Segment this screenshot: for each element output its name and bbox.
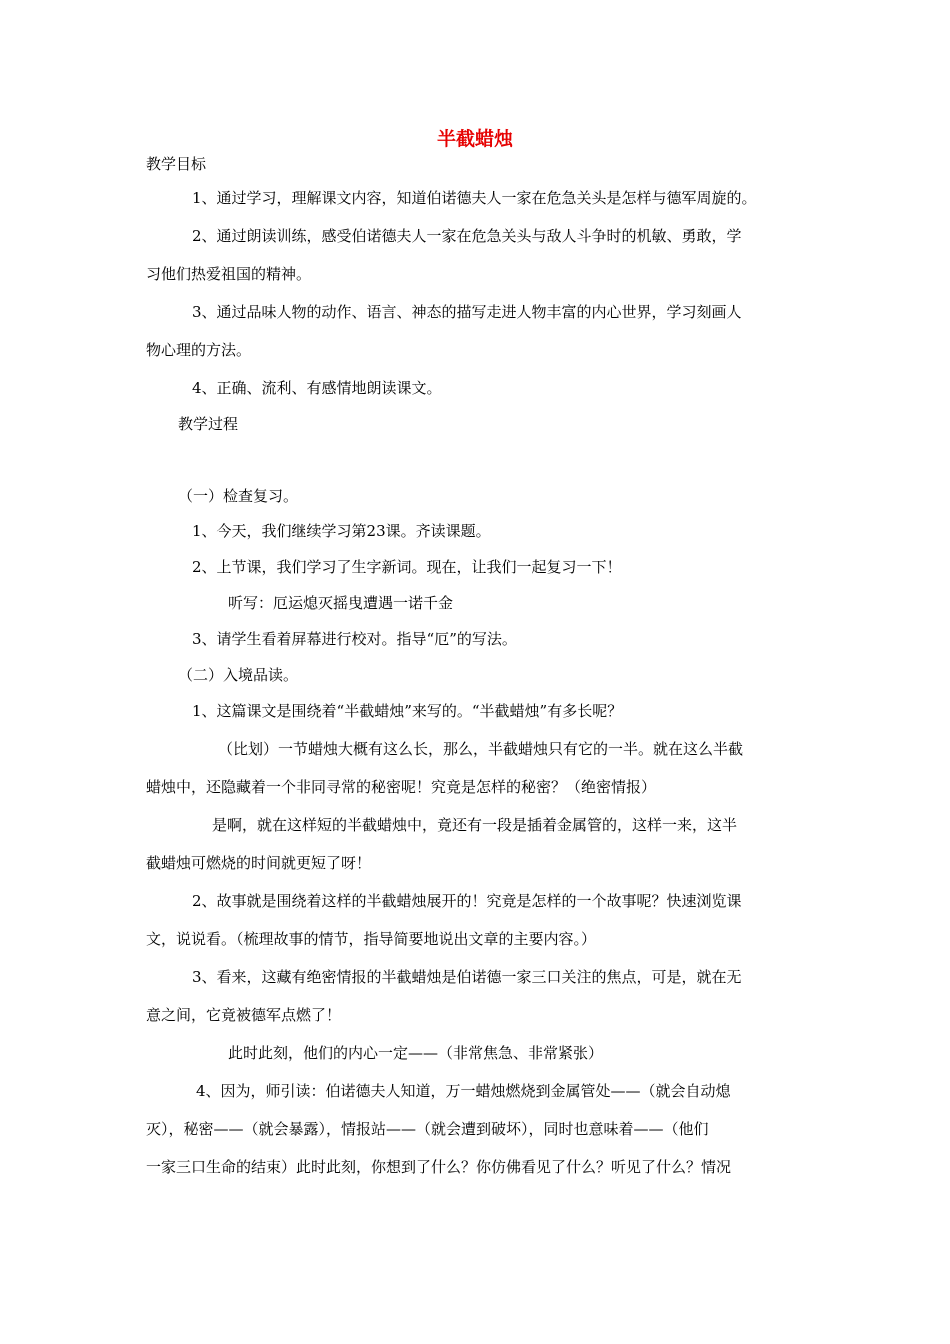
paragraph-line: 截蜡烛可燃烧的时间就更短了呀！: [146, 854, 372, 872]
paragraph-line: 2、故事就是围绕着这样的半截蜡烛展开的！究竟是怎样的一个故事呢？快速浏览课: [192, 892, 742, 910]
paragraph-line: 意之间，它竟被德军点燃了！: [146, 1006, 342, 1024]
paragraph-line: 听写：厄运熄灭摇曳遭遇一诺千金: [228, 594, 454, 612]
paragraph-line: 灭），秘密——（就会暴露），情报站——（就会遭到破坏），同时也意味着——（他们: [146, 1120, 709, 1138]
paragraph-line: 蜡烛中，还隐藏着一个非同寻常的秘密呢！究竟是怎样的秘密？（绝密情报）: [146, 778, 657, 796]
paragraph-line: 1、通过学习，理解课文内容，知道伯诺德夫人一家在危急关头是怎样与德军周旋的。: [192, 189, 757, 207]
paragraph-line: 3、看来，这藏有绝密情报的半截蜡烛是伯诺德一家三口关注的焦点，可是，就在无: [192, 968, 742, 986]
paragraph-line: 2、上节课，我们学习了生字新词。现在，让我们一起复习一下！: [192, 558, 622, 576]
paragraph-line: 4、正确、流利、有感情地朗读课文。: [192, 379, 442, 397]
paragraph-line: 此时此刻，他们的内心一定——（非常焦急、非常紧张）: [228, 1044, 604, 1062]
paragraph-line: 是啊，就在这样短的半截蜡烛中，竟还有一段是插着金属管的，这样一来，这半: [212, 816, 738, 834]
paragraph-line: （一）检查复习。: [178, 487, 299, 505]
paragraph-line: 3、通过品味人物的动作、语言、神态的描写走进人物丰富的内心世界，学习刻画人: [192, 303, 742, 321]
paragraph-line: 物心理的方法。: [146, 341, 252, 359]
paragraph-line: 1、这篇课文是围绕着“半截蜡烛”来写的。“半截蜡烛”有多长呢？: [192, 702, 623, 720]
section-heading-process: 教学过程: [178, 415, 239, 433]
paragraph-line: （二）入境品读。: [178, 666, 299, 684]
paragraph-line: 1、今天，我们继续学习第23课。齐读课题。: [192, 522, 491, 540]
paragraph-line: 3、请学生看着屏幕进行校对。指导“厄”的写法。: [192, 630, 517, 648]
paragraph-line: 文，说说看。（梳理故事的情节，指导简要地说出文章的主要内容。）: [146, 930, 597, 948]
paragraph-line: 习他们热爱祖国的精神。: [146, 265, 312, 283]
paragraph-line: 4、因为，师引读：伯诺德夫人知道，万一蜡烛燃烧到金属管处——（就会自动熄: [196, 1082, 731, 1100]
paragraph-line: （比划）一节蜡烛大概有这么长，那么，半截蜡烛只有它的一半。就在这么半截: [218, 740, 744, 758]
section-heading-objectives: 教学目标: [146, 155, 207, 173]
paragraph-line: 一家三口生命的结束）此时此刻，你想到了什么？你仿佛看见了什么？听见了什么？情况: [146, 1158, 732, 1176]
paragraph-line: 2、通过朗读训练，感受伯诺德夫人一家在危急关头与敌人斗争时的机敏、勇敢，学: [192, 227, 742, 245]
document-title: 半截蜡烛: [436, 128, 513, 150]
